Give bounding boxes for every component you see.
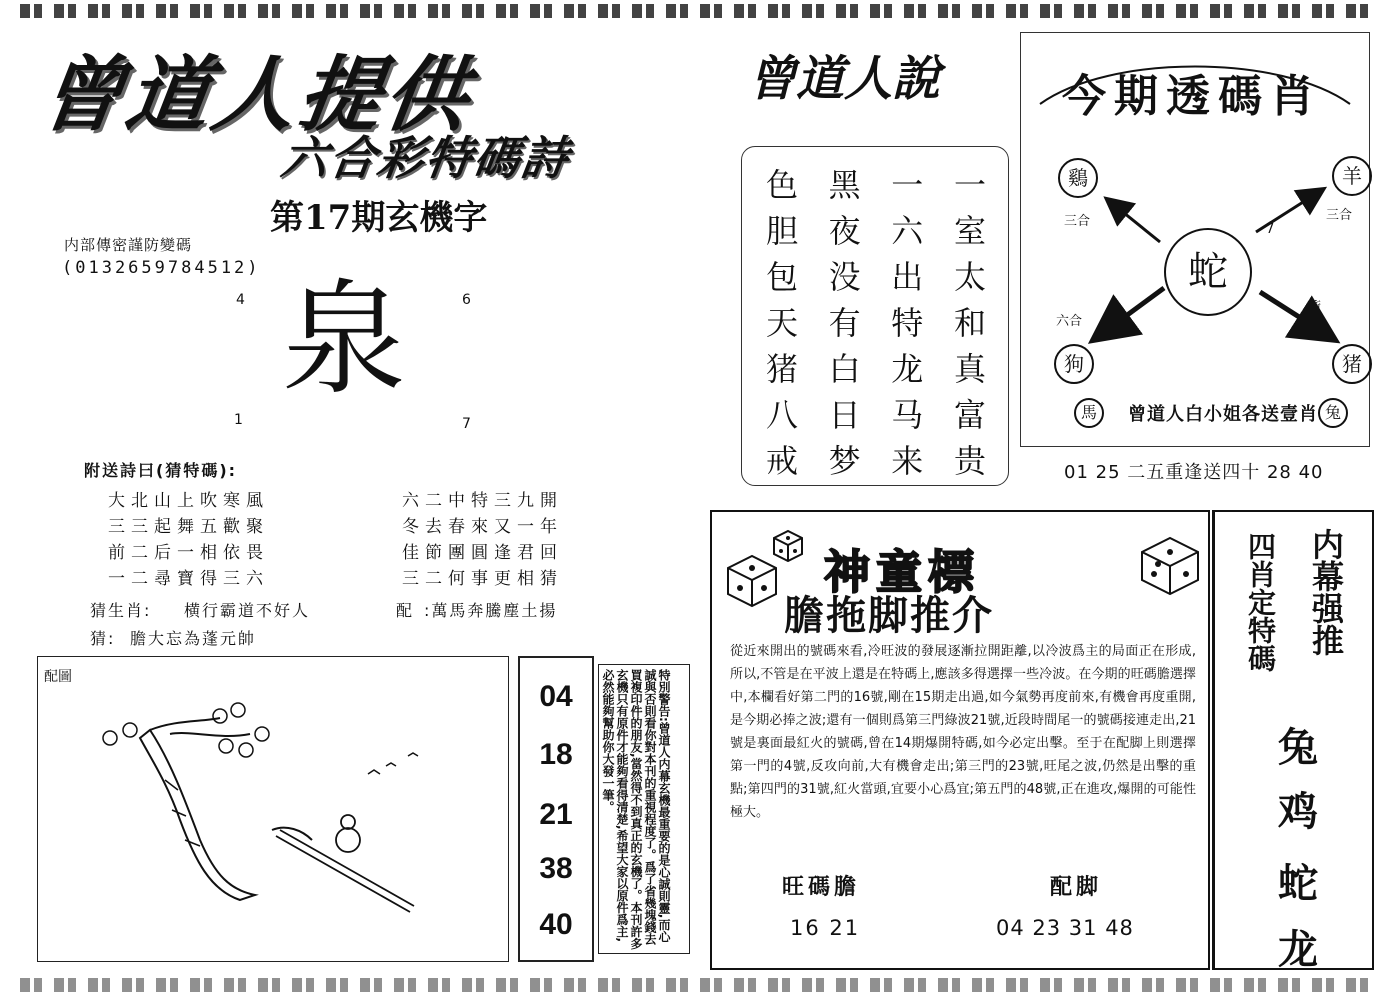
say-row: [756, 390, 996, 436]
say-row: [756, 206, 996, 252]
sub-title: 六合彩特碼詩: [277, 131, 574, 185]
number-item: 18: [539, 738, 573, 771]
rel-label-tick: 7: [1266, 222, 1275, 237]
dice-icon: [770, 526, 806, 562]
poem-right-line: 冬去春來又一年: [402, 517, 563, 537]
zodiac-rabbit: 兔: [1318, 398, 1348, 428]
say-char: 天: [765, 304, 798, 342]
number-item: 38: [539, 852, 573, 885]
say-char: 出: [891, 258, 924, 296]
zodiac-dog: 狗: [1054, 344, 1094, 384]
say-char: 马: [891, 396, 924, 434]
say-char: 胆: [765, 212, 798, 250]
corner-top-left: 4: [236, 292, 245, 308]
hot-numbers: 16 21: [790, 916, 861, 940]
corner-bottom-right: 7: [462, 416, 471, 432]
rel-label-bottom-left: 六合: [1056, 314, 1083, 329]
guess-zodiac-text: 横行霸道不好人: [184, 601, 311, 620]
poem-left-line: 一二尋寶得三六: [108, 569, 269, 589]
warning-box: [598, 664, 690, 954]
hot-number-label: 旺碼膽: [782, 875, 861, 900]
bottom-border: [20, 978, 1371, 992]
number-item: 21: [539, 798, 573, 831]
right-column-heading: 内幕强推: [1307, 528, 1345, 656]
poem-left-line: 前二后一相依畏: [108, 543, 269, 563]
match-text: :萬馬奔騰塵土揚: [424, 601, 558, 620]
say-row: [756, 298, 996, 344]
top-border: [20, 4, 1371, 18]
say-title: 曾道人說: [748, 51, 941, 107]
poem-title: 附送詩曰(猜特碼):: [84, 461, 238, 480]
zodiac-horse: 馬: [1074, 398, 1104, 428]
secret-code: (0132659784512): [62, 258, 261, 278]
say-row: [756, 344, 996, 390]
right-animal-rooster: 鸡: [1278, 788, 1318, 835]
say-char: 没: [828, 258, 861, 296]
poem-right-line: 六二中特三九開: [402, 491, 563, 511]
main-title: 曾道人提供: [34, 48, 478, 143]
say-char: 日: [828, 396, 861, 434]
say-char: 贵: [953, 442, 986, 480]
number-item: 04: [539, 680, 573, 713]
guess-label: 猜:: [90, 629, 116, 648]
match-numbers: 04 23 31 48: [996, 916, 1134, 940]
rel-label-top-left: 三合: [1064, 214, 1091, 229]
say-char: 龙: [891, 350, 924, 388]
feature-title: 神童標: [824, 545, 980, 599]
say-grid: [756, 160, 996, 482]
feature-subtitle: 膽拖脚推介: [784, 593, 994, 639]
zodiac-rooster: 鷄: [1058, 158, 1098, 198]
zodiac-footer: 01 25 二五重逢送四十 28 40: [1064, 462, 1324, 483]
say-row: [756, 252, 996, 298]
say-char: 猪: [765, 350, 798, 388]
say-char: 富: [953, 396, 986, 434]
zodiac-note: 曾道人白小姐各送壹肖: [1128, 404, 1318, 425]
say-char: 一: [953, 166, 986, 204]
poem-right-line: 佳節團圓逢君回: [402, 543, 563, 563]
zodiac-goat: 羊: [1332, 156, 1372, 196]
rel-label-top-right: 三合: [1326, 208, 1353, 223]
say-char: 包: [765, 258, 798, 296]
match-label: 配: [396, 601, 415, 620]
say-char: 有: [828, 304, 861, 342]
right-animal-snake: 蛇: [1278, 860, 1318, 907]
warning-text: 特別警告:曾道人内幕玄機最重要的是心誠則靈,而心誠與否則看你對本刊的重視程度了。爲了省幾塊錢去買複印件的朋友,當然得不到真正的玄機了。本刊許多玄機只有原件才能夠看得清楚,希望大家以原件爲主,必然能夠幫助你大發一筆。: [601, 669, 671, 950]
right-animal-dragon: 龙: [1278, 926, 1318, 973]
say-char: 六: [891, 212, 924, 250]
say-char: 特: [891, 304, 924, 342]
say-char: 真: [953, 350, 986, 388]
secret-label: 内部傳密謹防變碼: [64, 236, 193, 254]
rel-label-bottom-right: 衝: [1308, 300, 1322, 315]
guess-zodiac-label: 猜生肖:: [90, 601, 152, 620]
dice-icon: [1134, 530, 1204, 596]
picture-illustration: [90, 690, 420, 930]
guess-text: 膽大忘為蓬元帥: [130, 629, 257, 648]
say-char: 白: [828, 350, 861, 388]
poem-left-line: 三三起舞五歡聚: [108, 517, 269, 537]
zodiac-title: 今期透碼肖: [1062, 71, 1322, 122]
say-char: 太: [953, 258, 986, 296]
key-character: 泉: [282, 268, 407, 412]
say-char: 色: [765, 166, 798, 204]
say-char: 和: [953, 304, 986, 342]
say-char: 八: [765, 396, 798, 434]
say-char: 室: [953, 212, 986, 250]
say-row: [756, 436, 996, 482]
say-char: 梦: [828, 442, 861, 480]
say-row: [756, 160, 996, 206]
right-animal-rabbit: 兔: [1278, 724, 1318, 771]
say-char: 黑: [828, 166, 861, 204]
issue-title: 第17期玄機字: [270, 198, 488, 238]
picture-label: 配圖: [44, 669, 72, 685]
feature-body: 從近來開出的號碼來看,冷旺波的發展逐漸拉開距離,以冷波爲主的局面正在形成,所以,不管是在平波上還是在特碼上,應該多得選擇一些冷波。在今期的旺碼膽選擇中,本欄看好第二門的16號,剛在15期走出過,如今氣勢再度前來,有機會再度重開,是今期必捧之波;還有一個則爲第三門綠波21號,近段時間尾一的號碼接連走出,21號是裏面最紅火的號碼,曾在14期爆開特碼,如今必定出擊。至于在配脚上則選擇第一門的4號,反攻向前,大有機會走出;第三門的23號,旺尾之波,仍然是出擊的重點;第四門的31號,紅火當頭,宜要小心爲宜;第五門的48號,正在進攻,爆開的可能性極大。: [730, 644, 1196, 820]
say-char: 来: [891, 442, 924, 480]
poem-left-line: 大北山上吹寒風: [108, 491, 269, 511]
match-number-label: 配脚: [1050, 875, 1103, 900]
right-column-subheading: 四肖定特碼: [1244, 532, 1277, 672]
corner-top-right: 6: [462, 292, 471, 308]
zodiac-pig: 猪: [1332, 344, 1372, 384]
corner-bottom-left: 1: [234, 412, 243, 428]
zodiac-arrows: [1060, 160, 1353, 360]
zodiac-snake-center: 蛇: [1164, 228, 1252, 316]
say-char: 一: [891, 166, 924, 204]
poem-right-line: 三二何事更相猜: [402, 569, 563, 589]
say-char: 夜: [828, 212, 861, 250]
number-item: 40: [539, 908, 573, 941]
say-char: 戒: [765, 442, 798, 480]
